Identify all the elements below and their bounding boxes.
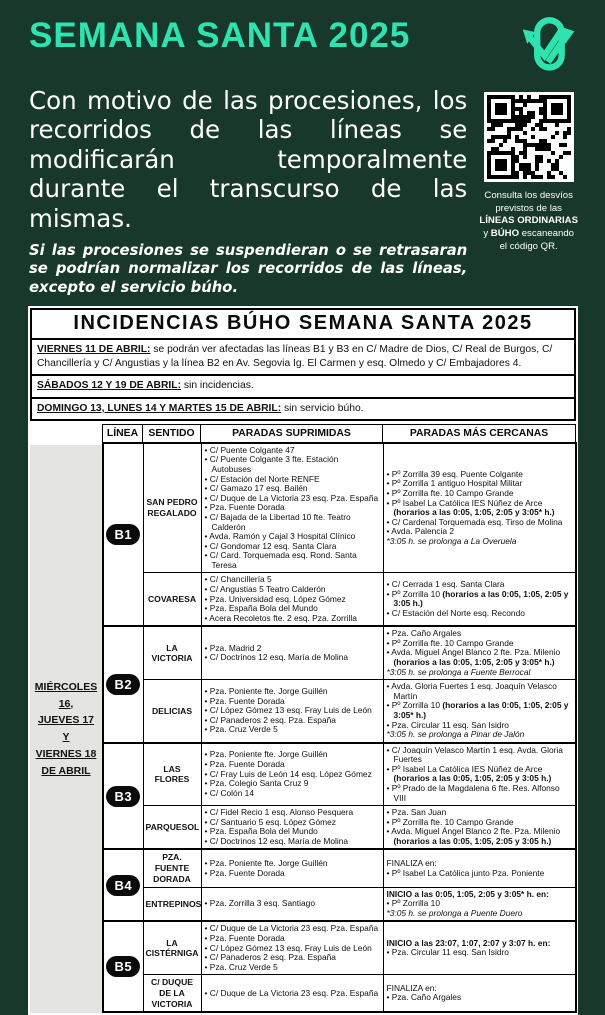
line-cell xyxy=(103,849,143,921)
column-header: SENTIDO xyxy=(143,424,201,442)
stop-item: • C/ Estación del Norte esq. Recondo xyxy=(386,607,525,618)
table-row xyxy=(103,573,576,626)
day-label: SÁBADOS 12 Y 19 DE ABRIL: xyxy=(37,380,182,392)
column-header: PARADAS MÁS CERCANAS xyxy=(383,424,576,442)
stop-item: • Acera Recoletos fte. 2 esq. Pza. Zorrilla xyxy=(204,612,357,623)
suprimidas-cell xyxy=(201,743,383,806)
stop-item: • Pza. Circular 11 esq. San Isidro xyxy=(386,719,509,730)
incidents-table xyxy=(102,442,577,1014)
day-text: sin incidencias. xyxy=(181,380,254,392)
stop-item: • C/ Gondomar 12 esq. Santa Clara xyxy=(204,540,337,551)
incidents-tbody xyxy=(103,443,576,1013)
incidents-panel xyxy=(28,306,578,1015)
stop-item: • C/ Chancillería 5 xyxy=(204,574,272,585)
stop-item: • Pº Isabel La Católica IES Núñez de Arce (horarios a las 0:05, 1:05, 2:05 y 3:05* h.) xyxy=(386,497,555,518)
stop-item: • C/ Colón 14 xyxy=(204,787,254,798)
stop-item: • C/ Doctrinos 12 esq. María de Molina xyxy=(204,835,349,846)
stop-item: • Pza. Madrid 2 xyxy=(204,642,262,653)
table-row xyxy=(103,806,576,850)
stop-item: • Pza. Cruz Verde 5 xyxy=(204,724,278,735)
stop-item: • Pza. Poniente fte. Jorge Guillén xyxy=(204,749,328,760)
stop-item: • C/ Cerrada 1 esq. Santa Clara xyxy=(386,579,505,590)
stop-item: FINALIZA en: xyxy=(386,982,437,993)
stop-item: *3:05 h. se prolonga a Pinar de Jalón xyxy=(386,729,525,740)
stop-item: • C/ Gamazo 17 esq. Bailén xyxy=(204,483,308,494)
top-section xyxy=(0,0,605,297)
line-cell xyxy=(103,443,143,626)
stop-item: • C/ López Gómez 13 esq. Fray Luis de León xyxy=(204,705,372,716)
stop-item: • C/ Bajada de la Libertad 10 fte. Teatro Calderón xyxy=(204,511,351,532)
stop-item: • Pza. Circular 11 esq. San Isidro xyxy=(386,947,509,958)
stop-item: • C/ Fray Luis de León 14 esq. López Gómez xyxy=(204,768,372,779)
day-label: VIERNES 11 DE ABRIL: xyxy=(37,344,151,356)
table-row xyxy=(103,849,576,887)
stop-item: • Pza. Poniente fte. Jorge Guillén xyxy=(204,685,328,696)
stop-item: • Pza. Fuente Dorada xyxy=(204,502,285,513)
stop-item: • Pza. Caño Argales xyxy=(386,992,462,1003)
stop-item: • Pº Zorrilla fte. 10 Campo Grande xyxy=(386,488,514,498)
incidents-table-header xyxy=(102,424,576,442)
cercanas-cell xyxy=(383,975,576,1013)
stop-item: INICIO a las 0:05, 1:05, 2:05 y 3:05* h. en: xyxy=(386,888,549,899)
sentido-cell: C/ DUQUE DE LA VICTORIA xyxy=(143,975,201,1013)
stop-item: • C/ Santuario 5 esq. López Gómez xyxy=(204,816,336,827)
day-row-sabados xyxy=(30,376,576,398)
sentido-cell: LAS FLORES xyxy=(143,743,201,806)
column-header: LÍNEA xyxy=(103,424,143,442)
line-badge: B3 xyxy=(106,786,140,807)
stop-item: • Pza. España Bola del Mundo xyxy=(204,603,318,614)
qr-code xyxy=(484,92,574,182)
table-row xyxy=(103,887,576,921)
stop-item: • Pza. Zorrilla 3 esq. Santiago xyxy=(204,898,315,909)
stop-item: • Avda. Ramón y Cajal 3 Hospital Clínico xyxy=(204,531,356,542)
stop-item: • Pº Zorrilla 10 (horarios a las 0:05, 1:05, 2:05 y 3:05 h.) xyxy=(386,588,569,609)
stop-item: • Avda. Miguel Ángel Blanco 2 fte. Pza. Milenio (horarios a las 0:05, 1:05, 2:05 y 3:05* h.) xyxy=(386,647,561,668)
column-header: PARADAS SUPRIMIDAS xyxy=(201,424,383,442)
stop-item: • Pza. Poniente fte. Jorge Guillén xyxy=(204,857,328,868)
table-zone xyxy=(30,424,576,1014)
table-row xyxy=(103,443,576,573)
sentido-cell: LA VICTORIA xyxy=(143,626,201,679)
line-badge: B4 xyxy=(106,875,140,896)
qr-modules xyxy=(487,95,571,179)
stop-item: • Avda. Miguel Ángel Blanco 2 fte. Pza. Milenio (horarios a las 0:05, 1:05, 2:05 y 3:05 h.) xyxy=(386,826,561,846)
cercanas-cell xyxy=(383,849,576,887)
table-row xyxy=(103,626,576,679)
day-row-domingo xyxy=(30,399,576,421)
stop-item: • Pza. Caño Argales xyxy=(386,628,462,639)
stop-item: • Pza. San Juan xyxy=(386,807,447,818)
stop-item: • Pza. Universidad esq. López Gómez xyxy=(204,593,346,604)
stop-item: • Pº Isabel La Católica junto Pza. Poniente xyxy=(386,867,545,878)
stop-item: • Pº Zorrilla 10 xyxy=(386,898,440,909)
stop-item: • C/ Angustias 5 Teatro Calderón xyxy=(204,584,326,594)
sentido-cell: ENTREPINOS xyxy=(143,887,201,921)
stop-item: • C/ Doctrinos 12 esq. María de Molina xyxy=(204,652,349,663)
stop-item: • C/ Estación del Norte RENFE xyxy=(204,473,320,484)
sentido-cell: PARQUESOL xyxy=(143,806,201,850)
stop-item: INICIO a las 23:07, 1:07, 2:07 y 3:07 h. en: xyxy=(386,937,551,948)
panel-title: INCIDENCIAS BÚHO SEMANA SANTA 2025 xyxy=(30,308,576,340)
line-cell xyxy=(103,626,143,742)
stop-item: • Avda. Palencia 2 xyxy=(386,526,454,537)
cercanas-cell xyxy=(383,921,576,974)
suprimidas-cell xyxy=(201,887,383,921)
stop-item: • C/ Duque de La Victoria 23 esq. Pza. España xyxy=(204,987,379,998)
table-row xyxy=(103,921,576,974)
sentido-cell: COVARESA xyxy=(143,573,201,626)
stop-item: • Pza. Colegio Santa Cruz 9 xyxy=(204,778,309,789)
stop-item: • Pº Zorrilla 10 (horarios a las 0:05, 1:05, 2:05 y 3:05* h.) xyxy=(386,700,569,720)
dates-label: MIÉRCOLES 16, JUEVES 17 Y VIERNES 18 DE ABRIL xyxy=(30,445,102,1014)
note-text: Si las procesiones se suspendieran o se retrasaran se podrían normalizar los recorridos de las líneas, excepto el servicio búho. xyxy=(29,241,468,296)
suprimidas-cell xyxy=(201,806,383,850)
line-badge: B5 xyxy=(106,956,140,977)
stop-item: • Pza. Cruz Verde 5 xyxy=(204,961,278,972)
stop-item: • Avda. Gloria Fuertes 1 esq. Joaquín Velasco Martín xyxy=(386,681,557,701)
line-badge: B1 xyxy=(106,524,140,545)
stop-item: FINALIZA en: xyxy=(386,857,437,868)
stop-item: • C/ Panaderos 2 esq. Pza. España xyxy=(204,952,336,963)
suprimidas-cell xyxy=(201,626,383,679)
stop-item: • C/ Panaderos 2 esq. Pza. España xyxy=(204,714,336,725)
stop-item: • C/ Duque de La Victoria 23 esq. Pza. España xyxy=(204,923,379,934)
stop-item: • Pº Zorrilla fte. 10 Campo Grande xyxy=(386,816,514,827)
cercanas-cell xyxy=(383,680,576,743)
day-row-viernes xyxy=(30,340,576,376)
stop-item: *3:05 h. se prolonga a Puente Duero xyxy=(386,907,523,918)
stop-item: • Pº Zorrilla 1 antiguo Hospital Militar xyxy=(386,478,523,489)
stop-item: • Pza. España Bola del Mundo xyxy=(204,826,318,837)
day-text: se podrán ver afectadas las líneas B1 y B3 en C/ Madre de Dios, C/ Real de Burgos, C/ Chancillería y C/ Angustias y la línea B2 en Av. Segovia Ig. El Carmen y esq. Olmedo y C/ Embajadores 4. xyxy=(37,344,553,369)
stop-item: • Pza. Fuente Dorada xyxy=(204,932,285,943)
line-badge: B2 xyxy=(106,674,140,695)
stop-item: • C/ López Gómez 13 esq. Fray Luis de León xyxy=(204,942,372,953)
suprimidas-cell xyxy=(201,680,383,743)
table-header-row xyxy=(103,424,576,442)
line-cell xyxy=(103,743,143,850)
cercanas-cell xyxy=(383,573,576,626)
stop-item: • Pº Prado de la Magdalena 6 fte. Res. Alfonso VIII xyxy=(386,782,560,803)
suprimidas-cell xyxy=(201,443,383,573)
stop-item: • Pza. Fuente Dorada xyxy=(204,759,285,770)
stop-item: *3:05 h. se prolonga a Fuente Berrocal xyxy=(386,666,531,677)
stop-item: *3:05 h. se prolonga a La Overuela xyxy=(386,535,517,546)
stop-item: • C/ Joaquín Velasco Martín 1 esq. Avda. Gloria Fuertes xyxy=(386,744,563,765)
stop-item: • C/ Card. Torquemada esq. Rond. Santa Teresa xyxy=(204,550,357,570)
suprimidas-cell xyxy=(201,921,383,974)
cercanas-cell xyxy=(383,443,576,573)
stop-item: • Pza. Fuente Dorada xyxy=(204,695,285,706)
qr-caption: Consulta los desvíos previstos de las LÍNEAS ORDINARIAS y BÚHO escaneando el código QR. xyxy=(479,190,578,252)
cercanas-cell xyxy=(383,806,576,850)
stop-item: • C/ Cardenal Torquemada esq. Tirso de Molina xyxy=(386,516,563,527)
sentido-cell: SAN PEDRO REGALADO xyxy=(143,443,201,573)
stop-item: • C/ Duque de La Victoria 23 esq. Pza. España xyxy=(204,492,379,503)
cercanas-cell xyxy=(383,887,576,921)
auvasa-logo-icon xyxy=(520,14,578,76)
day-label: DOMINGO 13, LUNES 14 Y MARTES 15 DE ABRIL: xyxy=(37,402,282,414)
day-text: sin servicio búho. xyxy=(281,402,364,414)
stop-item: • C/ Puente Colgante 3 fte. Estación Autobuses xyxy=(204,454,339,475)
table-row xyxy=(103,975,576,1013)
suprimidas-cell xyxy=(201,573,383,626)
stop-item: • Pza. Fuente Dorada xyxy=(204,867,285,878)
line-cell xyxy=(103,921,143,1012)
suprimidas-cell xyxy=(201,975,383,1013)
stop-item: • C/ Fidel Recio 1 esq. Alonso Pesquera xyxy=(204,807,354,818)
table-row xyxy=(103,743,576,806)
page-title: SEMANA SANTA 2025 xyxy=(29,16,411,55)
cercanas-cell xyxy=(383,743,576,806)
cercanas-cell xyxy=(383,626,576,679)
table-row xyxy=(103,680,576,743)
stop-item: • Pº Zorrilla fte. 10 Campo Grande xyxy=(386,637,514,648)
sentido-cell: LA CISTÉRNIGA xyxy=(143,921,201,974)
sentido-cell: DELICIAS xyxy=(143,680,201,743)
stop-item: • C/ Puente Colgante 47 xyxy=(204,444,295,455)
stop-item: • Pº Isabel La Católica IES Núñez de Arce (horarios a las 0:05, 1:05, 2:05 y 3:05 h.) xyxy=(386,763,552,784)
stop-item: • Pº Zorrilla 39 esq. Puente Colgante xyxy=(386,468,523,479)
suprimidas-cell xyxy=(201,849,383,887)
sentido-cell: PZA. FUENTE DORADA xyxy=(143,849,201,887)
intro-text: Con motivo de las procesiones, los recorridos de las líneas se modificarán temporalmente durante el transcurso de las mismas. xyxy=(29,86,468,233)
